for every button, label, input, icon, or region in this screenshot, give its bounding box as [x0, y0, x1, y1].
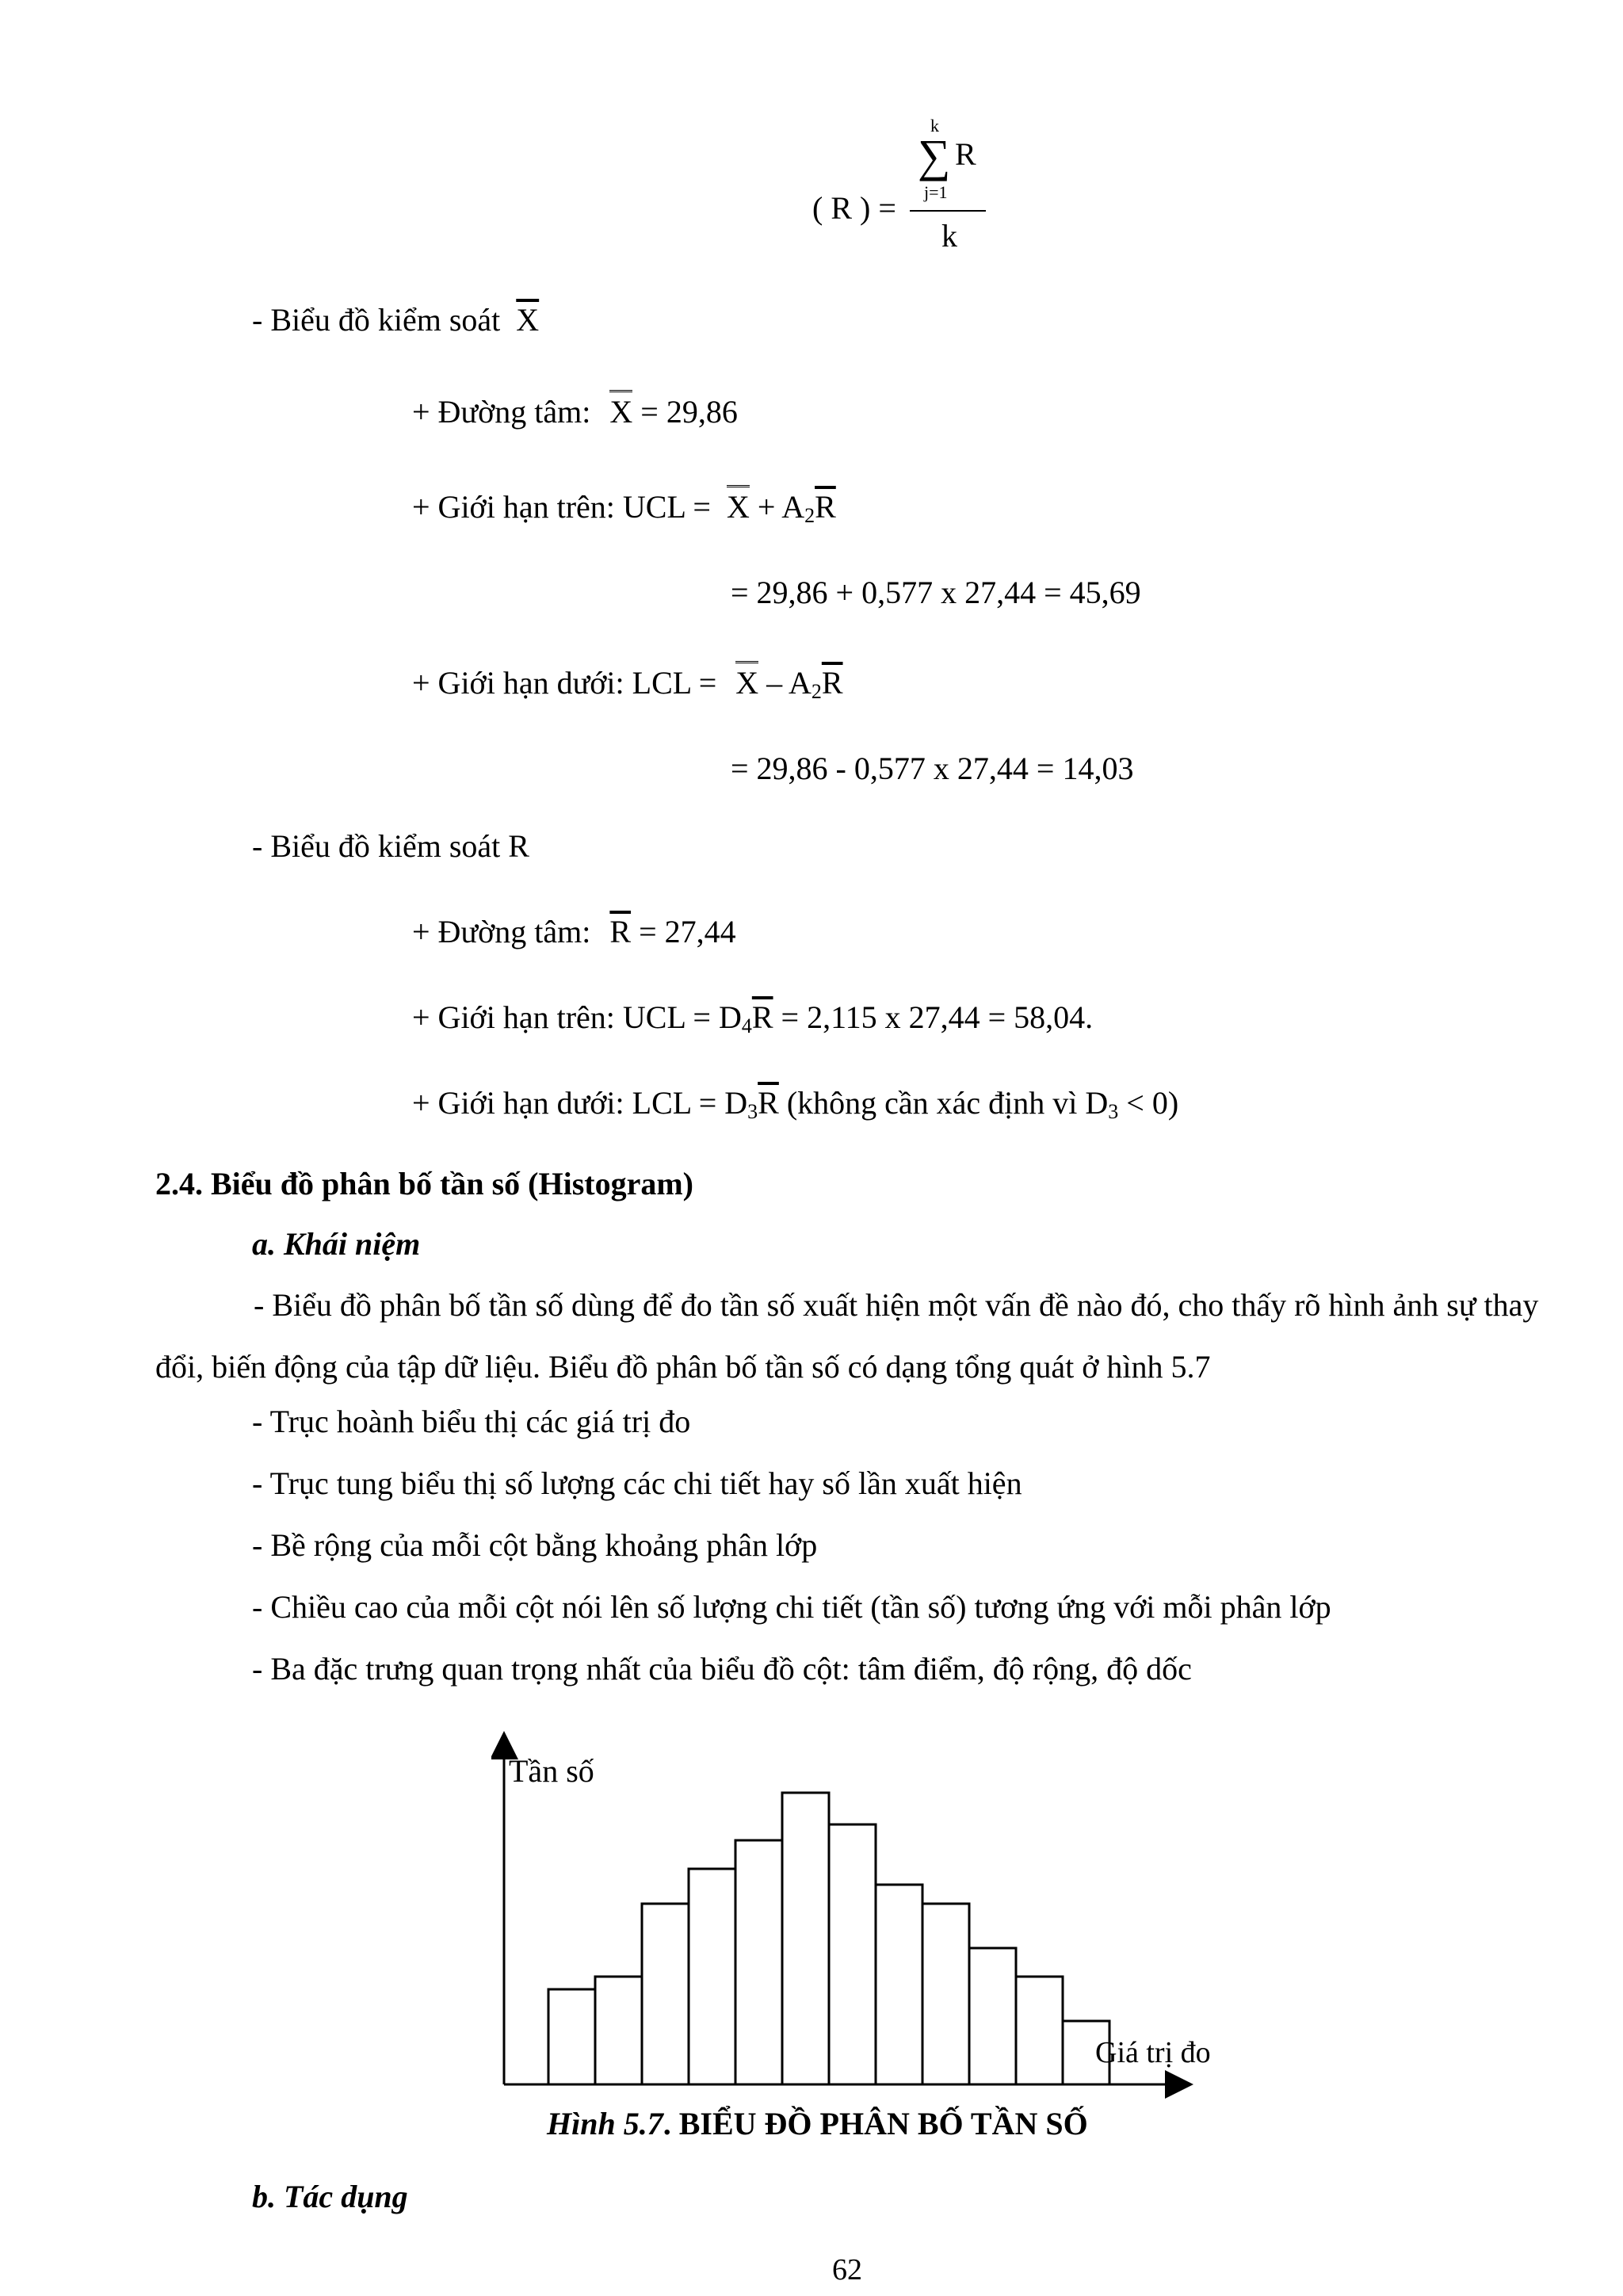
page-number: 62 — [832, 2253, 862, 2286]
xbar-lcl-label: + Giới hạn dưới: LCL = — [412, 665, 717, 701]
r-ucl-rest: = 2,115 x 27,44 = 58,04. — [773, 999, 1094, 1035]
histogram-bar-5 — [735, 1840, 782, 2084]
xbar-ucl-sub: 2 — [804, 504, 815, 527]
histogram-bar-2 — [595, 1977, 642, 2084]
figure-caption-number: Hình 5.7 — [547, 2106, 663, 2141]
r-center-line — [412, 916, 736, 948]
bullet-height: - Chiều cao của mỗi cột nói lên số lượng chi tiết (tần số) tương ứng với mỗi phân lớp — [252, 1589, 1331, 1625]
bullet-width: - Bề rộng của mỗi cột bằng khoảng phân lớp — [252, 1527, 818, 1563]
xbar-center-value: = 29,86 — [640, 394, 738, 430]
sum-upper: k — [930, 116, 939, 136]
sum-term: R — [955, 136, 976, 172]
paragraph-concept: - Biểu đồ phân bố tần số dùng để đo tần số xuất hiện một vấn đề nào đó, cho thấy rõ hình ảnh sự thay đổi, biến động của tập dữ liệu. Biểu đồ phân bố tần số có dạng tổng quát ở hình 5.7 — [155, 1287, 1539, 1385]
histogram-bar-10 — [969, 1948, 1016, 2084]
y-axis-label: Tần số — [509, 1753, 594, 1789]
r-lcl-end: < 0) — [1118, 1085, 1179, 1121]
rbar-lhs — [812, 190, 896, 226]
sum-symbol: ∑ — [918, 130, 951, 181]
r-lcl-label: + Giới hạn dưới: LCL = D — [412, 1085, 748, 1121]
fraction-line — [910, 210, 986, 212]
figure-caption — [547, 2108, 1088, 2140]
xbar-heading — [252, 304, 539, 336]
histogram-bar-7 — [829, 1824, 876, 2084]
xbar-lcl-minus: – A — [766, 665, 812, 701]
histogram-bar-8 — [876, 1885, 922, 2084]
r-lcl — [412, 1085, 1179, 1123]
xbar-center-symbol: X — [609, 390, 632, 430]
r-ucl-label: + Giới hạn trên: UCL = D — [412, 999, 742, 1035]
r-ucl-sub: 4 — [741, 1014, 752, 1037]
sum-denominator: k — [941, 218, 957, 254]
histogram-bar-3 — [642, 1904, 689, 2084]
r-lcl-rest: (không cần xác định vì D — [778, 1085, 1109, 1121]
r-lcl-sub2: 3 — [1108, 1100, 1119, 1123]
r-lcl-r: $\overline{R}$ — [758, 1085, 779, 1121]
bullet-x-axis: - Trục hoành biểu thị các giá trị đo — [252, 1404, 691, 1439]
section-heading: 2.4. Biểu đồ phân bố tần số (Histogram) — [155, 1166, 693, 1201]
rbar-lhs-text: ( R ) = — [812, 190, 896, 226]
xbar-ucl-r: $\overline{R}$ — [815, 489, 836, 525]
histogram-bar-11 — [1016, 1977, 1063, 2084]
xbar-heading-text: - Biểu đồ kiểm soát — [252, 302, 501, 338]
xbar-ucl-calc: = 29,86 + 0,577 x 27,44 = 45,69 — [731, 575, 1141, 610]
histogram-bar-4 — [689, 1869, 735, 2084]
xbar-ucl-plus: + A — [757, 489, 805, 525]
r-ucl — [412, 999, 1094, 1037]
subheading-b: b. Tác dụng — [252, 2179, 408, 2214]
xbar-ucl-label: + Giới hạn trên: UCL = — [412, 489, 711, 525]
xbar-center-line — [412, 396, 738, 428]
r-center-symbol: $\overline{R}$ — [609, 914, 632, 949]
xbar-ucl-x: X — [727, 485, 750, 525]
figure-caption-title: . BIỂU ĐỒ PHÂN BỐ TẦN SỐ — [663, 2106, 1088, 2141]
histogram-bar-6 — [782, 1793, 829, 2084]
xbar-lcl-sub: 2 — [811, 680, 822, 703]
xbar-lcl — [412, 665, 843, 703]
histogram-bars — [548, 1793, 1109, 2084]
xbar-lcl-r: $\overline{R}$ — [821, 665, 843, 701]
r-ucl-r: $\overline{R}$ — [751, 999, 773, 1035]
r-lcl-sub: 3 — [747, 1100, 758, 1123]
xbar-center-label: + Đường tâm: — [412, 394, 591, 430]
xbar-heading-symbol: $\overline{X}$ — [516, 302, 540, 338]
histogram-bar-9 — [922, 1904, 969, 2084]
xbar-ucl — [412, 489, 836, 527]
xbar-lcl-x: X — [735, 661, 758, 701]
histogram-bar-1 — [548, 1989, 595, 2084]
x-axis-label: Giá trị đo — [1095, 2036, 1211, 2069]
histogram-chart — [491, 1728, 1236, 2100]
bullet-features: - Ba đặc trưng quan trọng nhất của biểu đồ cột: tâm điểm, độ rộng, độ dốc — [252, 1651, 1192, 1687]
sum-lower: j=1 — [924, 182, 948, 202]
subheading-a: a. Khái niệm — [252, 1226, 421, 1262]
xbar-lcl-calc: = 29,86 - 0,577 x 27,44 = 14,03 — [731, 751, 1134, 786]
r-center-label: + Đường tâm: — [412, 914, 591, 949]
bullet-y-axis: - Trục tung biểu thị số lượng các chi tiết hay số lần xuất hiện — [252, 1465, 1022, 1501]
r-heading: - Biểu đồ kiểm soát R — [252, 828, 529, 864]
r-center-value: = 27,44 — [639, 914, 736, 949]
